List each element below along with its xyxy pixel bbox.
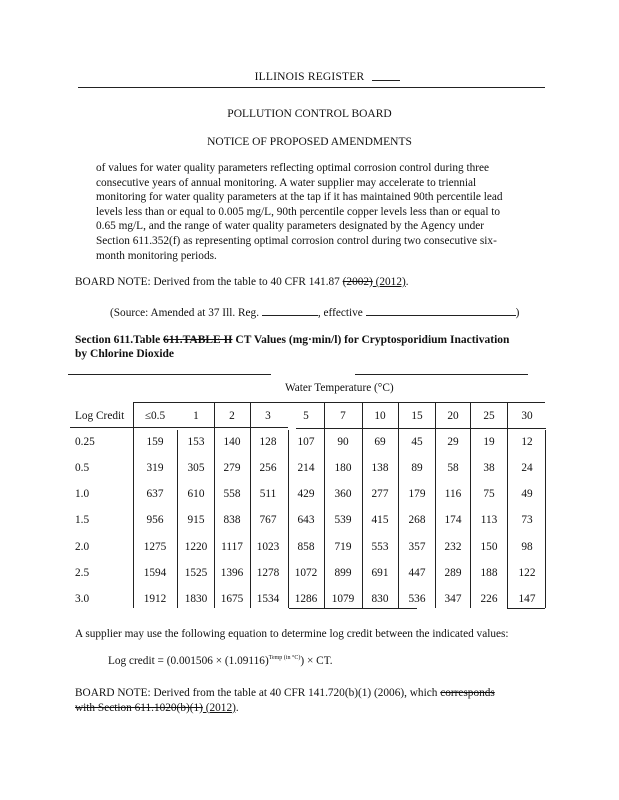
ct-value-cell: 279	[223, 462, 241, 474]
ct-value-cell: 45	[411, 436, 423, 448]
table-top-rule-left	[68, 374, 271, 375]
table-bottom-rule-right	[507, 608, 545, 609]
ct-value-cell: 138	[371, 462, 389, 474]
header-bottom-rule-left	[70, 427, 288, 428]
ct-value-cell: 180	[334, 462, 352, 474]
ct-value-cell: 838	[223, 514, 241, 526]
temperature-super-header: Water Temperature (°C)	[285, 382, 394, 394]
ct-value-cell: 1072	[294, 567, 318, 579]
ct-value-cell: 232	[444, 541, 462, 553]
notice-title: NOTICE OF PROPOSED AMENDMENTS	[207, 136, 412, 148]
ct-value-cell: 767	[259, 514, 277, 526]
register-header: ILLINOIS REGISTER	[254, 71, 365, 83]
ct-value-cell: 429	[297, 488, 315, 500]
ct-value-cell: 1830	[184, 593, 208, 605]
equation-exponent: Temp (in °C)	[268, 655, 301, 662]
ct-value-cell: 553	[371, 541, 389, 553]
ct-value-cell: 347	[444, 593, 462, 605]
ct-value-cell: 858	[297, 541, 315, 553]
ct-value-cell: 19	[483, 436, 495, 448]
log-credit-cell: 1.0	[75, 488, 90, 500]
paragraph-line: Section 611.352(f) as representing optimal corrosion control during two consecutive six-	[96, 234, 497, 247]
log-credit-header: Log Credit	[75, 410, 125, 422]
ct-value-cell: 956	[146, 514, 164, 526]
log-credit-equation	[108, 655, 333, 667]
temperature-header-cell: ≤0.5	[144, 410, 166, 422]
ct-value-cell: 289	[444, 567, 462, 579]
board-title: POLLUTION CONTROL BOARD	[227, 108, 392, 120]
board-note-2-struck-2: with Section 611.1020(b)(1)	[75, 701, 203, 714]
ct-value-cell: 360	[334, 488, 352, 500]
paragraph-line: 0.65 mg/L, and the range of water quality parameters designated by the Agency under	[96, 220, 485, 233]
ct-value-cell: 69	[374, 436, 386, 448]
ct-value-cell: 1079	[331, 593, 355, 605]
ct-value-cell: 305	[187, 462, 205, 474]
ct-value-cell: 1278	[256, 567, 280, 579]
paragraph-line: consecutive years of annual monitoring. A water supplier may accelerate to triennial	[96, 176, 477, 189]
temperature-header-cell: 7	[340, 410, 346, 422]
section-struck-title: 611.TABLE II	[163, 334, 233, 346]
temperature-header-cell: 10	[374, 410, 386, 422]
temperature-header-cell: 1	[193, 410, 199, 422]
ct-value-cell: 122	[518, 567, 536, 579]
temperature-header-cell: 30	[521, 410, 533, 422]
ct-value-cell: 277	[371, 488, 389, 500]
ct-value-cell: 140	[223, 436, 241, 448]
temperature-header-cell: 2	[229, 410, 235, 422]
ct-value-cell: 113	[480, 514, 498, 526]
paragraph-line: month monitoring periods.	[96, 249, 217, 262]
ct-value-cell: 1220	[184, 541, 208, 553]
ct-value-cell: 1594	[143, 567, 167, 579]
ct-value-cell: 915	[187, 514, 205, 526]
ct-value-cell: 98	[521, 541, 533, 553]
ct-value-cell: 536	[408, 593, 426, 605]
ct-value-cell: 147	[518, 593, 536, 605]
ct-value-cell: 128	[259, 436, 277, 448]
ct-value-cell: 256	[259, 462, 277, 474]
equation-lhs: Log credit = (0.001506 × (1.09116)	[108, 655, 269, 667]
ct-value-cell: 415	[371, 514, 389, 526]
ct-value-cell: 830	[371, 593, 389, 605]
paragraph-line: of values for water quality parameters reflecting optimal corrosion control during three	[96, 162, 490, 174]
ct-value-cell: 58	[447, 462, 459, 474]
board-note-2-inserted: (2012)	[202, 701, 236, 714]
ct-value-cell: 116	[444, 488, 462, 500]
ct-value-cell: 29	[447, 436, 459, 448]
ct-value-cell: 1396	[220, 567, 244, 579]
log-credit-cell: 2.0	[75, 541, 90, 553]
ct-value-cell: 38	[483, 462, 495, 474]
section-prefix: Section 611.Table	[75, 334, 164, 346]
table-top-rule-right	[355, 374, 528, 375]
ct-value-cell: 150	[480, 541, 498, 553]
ct-value-cell: 899	[334, 567, 352, 579]
source-close: )	[515, 307, 520, 319]
ct-value-cell: 268	[408, 514, 426, 526]
ct-value-cell: 174	[444, 514, 462, 526]
section-title-text: CT Values (mg·min/l) for Cryptosporidium Inactivation	[232, 334, 510, 346]
source-lead: (Source: Amended at 37 Ill. Reg.	[110, 307, 262, 319]
ct-value-cell: 610	[187, 488, 205, 500]
board-note-1-suffix: .	[405, 276, 409, 288]
ct-value-cell: 49	[521, 488, 533, 500]
paragraph-line: monitoring for water quality parameters at the tap if it has maintained 90th percentile lead	[96, 191, 503, 204]
ct-value-cell: 153	[187, 436, 205, 448]
ct-value-cell: 90	[337, 436, 349, 448]
ct-value-cell: 214	[297, 462, 315, 474]
ct-value-cell: 539	[334, 514, 352, 526]
board-note-1-inserted: (2012)	[372, 276, 406, 288]
board-note-1-struck: (2002)	[342, 276, 373, 288]
ct-value-cell: 447	[408, 567, 426, 579]
section-title-line2: by Chlorine Dioxide	[75, 348, 175, 360]
header-bottom-rule-right	[296, 428, 546, 429]
log-credit-cell: 2.5	[75, 567, 90, 579]
equation-rhs: ) × CT.	[300, 655, 333, 667]
source-effective: , effective	[317, 307, 366, 319]
temperature-header-cell: 15	[411, 410, 423, 422]
ct-value-cell: 1117	[221, 541, 243, 553]
ct-value-cell: 179	[408, 488, 426, 500]
ct-value-cell: 1912	[143, 593, 167, 605]
board-note-2	[75, 686, 495, 715]
ct-value-cell: 719	[334, 541, 352, 553]
ct-value-cell: 107	[297, 436, 315, 448]
ct-value-cell: 643	[297, 514, 315, 526]
supplier-text: A supplier may use the following equation to determine log credit between the indicated values:	[75, 628, 509, 640]
ct-value-cell: 12	[521, 436, 533, 448]
ct-value-cell: 319	[146, 462, 164, 474]
ct-value-cell: 226	[480, 593, 498, 605]
temperature-header-cell: 3	[265, 410, 271, 422]
ct-value-cell: 1534	[256, 593, 280, 605]
ct-value-cell: 73	[521, 514, 533, 526]
ct-value-cell: 24	[521, 462, 533, 474]
ct-value-cell: 75	[483, 488, 495, 500]
log-credit-cell: 1.5	[75, 514, 90, 526]
column-rule	[133, 402, 134, 608]
log-credit-cell: 0.25	[75, 436, 95, 448]
ct-value-cell: 1286	[294, 593, 318, 605]
ct-value-cell: 188	[480, 567, 498, 579]
ct-value-cell: 558	[223, 488, 241, 500]
ct-value-cell: 159	[146, 436, 164, 448]
board-note-2-prefix: BOARD NOTE: Derived from the table at 40 CFR 141.720(b)(1) (2006), which	[75, 687, 441, 699]
ct-value-cell: 89	[411, 462, 423, 474]
ct-value-cell: 1675	[220, 593, 244, 605]
ct-value-cell: 511	[259, 488, 277, 500]
board-note-2-struck-1: corresponds	[440, 687, 495, 699]
temperature-header-cell: 20	[447, 410, 459, 422]
temperature-header-cell: 5	[303, 410, 309, 422]
paragraph-line: levels less than or equal to 0.005 mg/L, 90th percentile copper levels less than or equal to	[96, 205, 501, 218]
ct-value-cell: 1023	[256, 541, 280, 553]
ct-value-cell: 691	[371, 567, 389, 579]
ct-value-cell: 357	[408, 541, 426, 553]
ct-value-cell: 1525	[184, 567, 208, 579]
log-credit-cell: 3.0	[75, 593, 90, 605]
table-bottom-rule-mid	[289, 608, 417, 609]
ct-value-cell: 1275	[143, 541, 167, 553]
board-note-2-suffix: .	[235, 701, 239, 714]
board-note-1-prefix: BOARD NOTE: Derived from the table to 40 CFR 141.87	[75, 276, 343, 288]
log-credit-cell: 0.5	[75, 462, 90, 474]
temperature-header-cell: 25	[483, 410, 495, 422]
temperature-header-rule	[133, 402, 545, 403]
ct-value-cell: 637	[146, 488, 164, 500]
